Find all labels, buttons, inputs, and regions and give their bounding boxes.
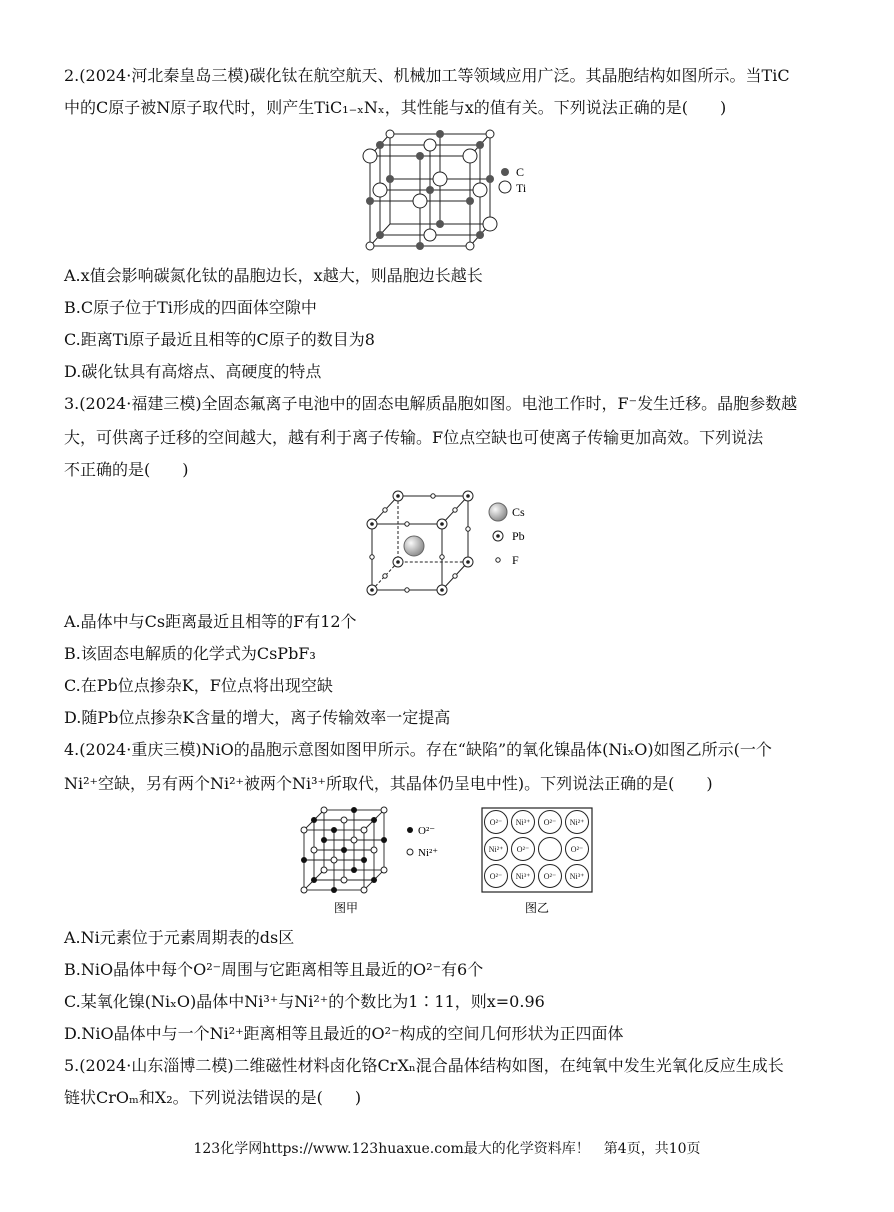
q5-stem-line2: 链状CrOₘ和X₂。下列说法错误的是( )	[64, 1088, 362, 1107]
q2-stem-line1: 2.(2024·河北秦皇岛三模)碳化钛在航空航天、机械加工等领域应用广泛。其晶胞结构如图所示。当TiC	[64, 66, 790, 85]
q4-option-c: C.某氧化镍(NiₓO)晶体中Ni³⁺与Ni²⁺的个数比为1∶11，则x=0.96	[64, 992, 545, 1011]
ion-label: Ni²⁺	[488, 845, 504, 854]
q3-stem-line2: 大，可供离子迁移的空间越大，越有利于离子传输。F位点空缺也可使离子传输更加高效。下列说法	[64, 428, 764, 447]
q3-option-a: A.晶体中与Cs距离最近且相等的F有12个	[64, 612, 357, 631]
q2-stem-line2: 中的C原子被N原子取代时，则产生TiC₁₋ₓNₓ，其性能与x的值有关。下列说法正确的是( )	[64, 98, 727, 117]
legend-ti: Ti	[516, 181, 527, 195]
q3-option-b: B.该固态电解质的化学式为CsPbF₃	[64, 644, 316, 663]
q2-option-b: B.C原子位于Ti形成的四面体空隙中	[64, 298, 317, 317]
legend-o2: O²⁻	[418, 825, 436, 837]
q2-option-d: D.碳化钛具有高熔点、高硬度的特点	[64, 362, 322, 381]
q3-option-d: D.随Pb位点掺杂K含量的增大，离子传输效率一定提高	[64, 708, 451, 727]
q4-stem-line2: Ni²⁺空缺，另有两个Ni²⁺被两个Ni³⁺所取代，其晶体仍呈电中性)。下列说法正确的是( )	[64, 774, 713, 793]
ion-label: Ni³⁺	[515, 818, 531, 827]
ion-label: O²⁻	[543, 872, 557, 881]
legend-f: F	[512, 553, 519, 567]
nixo-defect-figure	[480, 806, 596, 916]
q4-option-b: B.NiO晶体中每个O²⁻周围与它距离相等且最近的O²⁻有6个	[64, 960, 484, 979]
ion-label: O²⁻	[489, 818, 503, 827]
ion-label: O²⁻	[516, 845, 530, 854]
ion-label: Ni³⁺	[515, 872, 531, 881]
page-footer: 123化学网https://www.123huaxue.com最大的化学资料库！ 第4页，共10页	[193, 1141, 701, 1157]
figure-b-caption: 图乙	[524, 901, 550, 915]
q4-option-d: D.NiO晶体中与一个Ni²⁺距离相等且最近的O²⁻构成的空间几何形状为正四面体	[64, 1024, 624, 1043]
ion-label: O²⁻	[570, 845, 584, 854]
legend-pb: Pb	[512, 529, 525, 543]
tic-unit-cell-figure	[360, 126, 540, 254]
q4-stem-line1: 4.(2024·重庆三模)NiO的晶胞示意图如图甲所示。存在“缺陷”的氧化镍晶体(NiₓO)如图乙所示(一个	[64, 740, 772, 759]
vacancy-circle	[539, 838, 562, 861]
legend-cs: Cs	[512, 505, 525, 519]
ion-label: Ni²⁺	[569, 818, 585, 827]
q2-option-c: C.距离Ti原子最近且相等的C原子的数目为8	[64, 330, 375, 349]
q3-stem-line1: 3.(2024·福建三模)全固态氟离子电池中的固态电解质晶胞如图。电池工作时，F⁻发生迁移。晶胞参数越	[64, 394, 798, 413]
q3-option-c: C.在Pb位点掺杂K，F位点将出现空缺	[64, 676, 333, 695]
ion-label: O²⁻	[489, 872, 503, 881]
figure-a-caption: 图甲	[333, 901, 359, 915]
q3-stem-line3: 不正确的是( )	[64, 460, 189, 479]
cspbf3-unit-cell-figure	[364, 488, 544, 598]
q4-option-a: A.Ni元素位于元素周期表的ds区	[64, 928, 295, 947]
legend-ni2: Ni²⁺	[418, 847, 439, 859]
q2-option-a: A.x值会影响碳氮化钛的晶胞边长，x越大，则晶胞边长越长	[64, 266, 483, 285]
q5-stem-line1: 5.(2024·山东淄博二模)二维磁性材料卤化铬CrXₙ混合晶体结构如图，在纯氧中发生光氧化反应生成长	[64, 1056, 784, 1075]
nio-unit-cell-figure	[298, 806, 458, 916]
ion-label: Ni³⁺	[569, 872, 585, 881]
legend-c: C	[516, 165, 525, 179]
ion-label: O²⁻	[543, 818, 557, 827]
